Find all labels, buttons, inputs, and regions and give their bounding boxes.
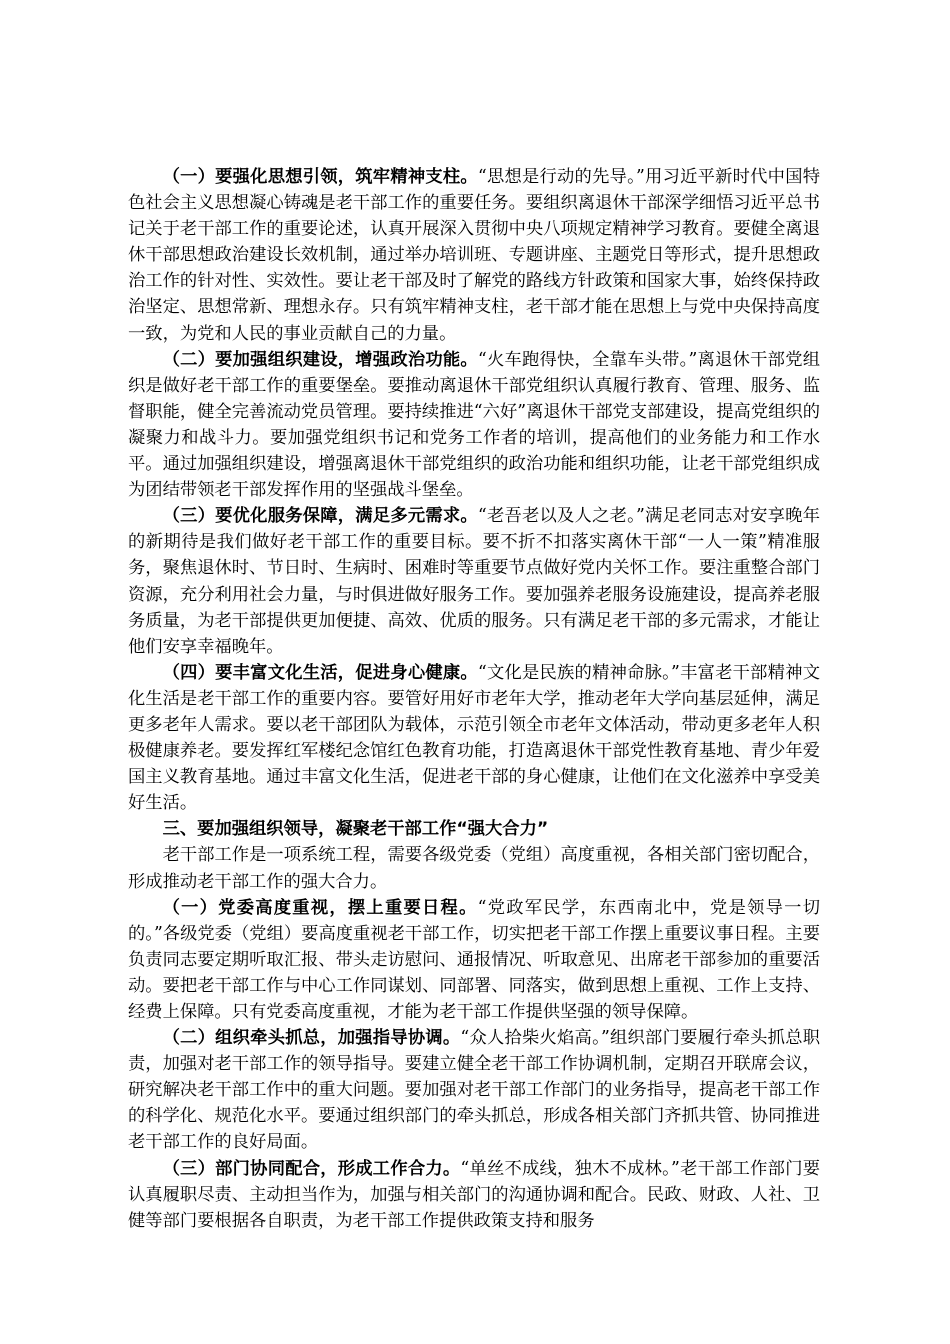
paragraph-1-1 xyxy=(128,164,820,347)
document-page xyxy=(128,164,820,1234)
paragraph-body: “思想是行动的先导。”用习近平新时代中国特色社会主义思想凝心铸魂是老干部工作的重要任务。要组织离退休干部深学细悟习近平总书记关于老干部工作的重要论述，认真开展深入贯彻中央八项规定精神学习教育。要健全离退休干部思想政治建设长效机制，通过举办培训班、专题讲座、主题党日等形式，提升思想政治工作的针对性、实效性。要让老干部及时了解党的路线方针政策和国家大事，始终保持政治坚定、思想常新、理想永存。只有筑牢精神支柱，老干部才能在思想上与党中央保持高度一致，为党和人民的事业贡献自己的力量。 xyxy=(128,167,820,344)
paragraph-body: “文化是民族的精神命脉。”丰富老干部精神文化生活是老干部工作的重要内容。要管好用好市老年大学，推动老年大学向基层延伸，满足更多老年人需求。要以老干部团队为载体，示范引领全市老年文体活动，带动更多老年人积极健康养老。要发挥红军楼纪念馆红色教育功能，打造离退休干部党性教育基地、青少年爱国主义教育基地。通过丰富文化生活，促进老干部的身心健康，让他们在文化滋养中享受美好生活。 xyxy=(128,662,820,814)
paragraph-lead: （三）部门协同配合，形成工作合力。 xyxy=(162,1158,461,1179)
paragraph-1-2 xyxy=(128,347,820,504)
paragraph-lead: （一）党委高度重视，摆上重要日程。 xyxy=(162,897,478,918)
section-heading-3: 三、要加强组织领导，凝聚老干部工作“强大合力” xyxy=(162,819,549,840)
paragraph-lead: （一）要强化思想引领，筑牢精神支柱。 xyxy=(162,167,478,187)
paragraph-1-3 xyxy=(128,503,820,660)
paragraph-3-2 xyxy=(128,1025,820,1155)
paragraph-1-4 xyxy=(128,660,820,817)
paragraph-body: “老吾老以及人之老。”满足老同志对安享晚年的新期待是我们做好老干部工作的重要目标。要不折不扣落实离休干部“一人一策”精准服务，聚焦退休时、节日时、生病时、困难时等重要节点做好党内关怀工作。要注重整合部门资源，充分利用社会力量，与时俱进做好服务工作。要加强养老服务设施建设，提高养老服务质量，为老干部提供更加便捷、高效、优质的服务。只有满足老干部的多元需求，才能让他们安享幸福晚年。 xyxy=(128,506,820,657)
paragraph-body: “单丝不成线，独木不成林。”老干部工作部门要认真履职尽责、主动担当作为，加强与相关部门的沟通协调和配合。民政、财政、人社、卫健等部门要根据各自职责，为老干部工作提供政策支持和服务 xyxy=(128,1158,820,1231)
paragraph-lead: （二）组织牵头抓总，加强指导协调。 xyxy=(162,1028,461,1049)
section-intro-paragraph: 老干部工作是一项系统工程，需要各级党委（党组）高度重视，各相关部门密切配合，形成推动老干部工作的强大合力。 xyxy=(128,845,820,892)
paragraph-body: “党政军民学，东西南北中，党是领导一切的。”各级党委（党组）要高度重视老干部工作，切实把老干部工作摆上重要议事日程。主要负责同志要定期听取汇报、带头走访慰问、通报情况、听取意见、出席老干部参加的重要活动。要把老干部工作与中心工作同谋划、同部署、同落实，做到思想上重视、工作上支持、经费上保障。只有党委高度重视，才能为老干部工作提供坚强的领导保障。 xyxy=(128,897,820,1022)
paragraph-lead: （三）要优化服务保障，满足多元需求。 xyxy=(162,506,478,527)
paragraph-3-3 xyxy=(128,1156,820,1234)
paragraph-body: “众人拾柴火焰高。”组织部门要履行牵头抓总职责，加强对老干部工作的领导指导。要建立健全老干部工作协调机制，定期召开联席会议，研究解决老干部工作中的重大问题。要加强对老干部工作部门的业务指导，提高老干部工作的科学化、规范化水平。要通过组织部门的牵头抓总，形成各相关部门齐抓共管、协同推进老干部工作的良好局面。 xyxy=(128,1028,820,1153)
paragraph-lead: （二）要加强组织建设，增强政治功能。 xyxy=(162,349,478,370)
paragraph-body: “火车跑得快，全靠车头带。”离退休干部党组织是做好老干部工作的重要堡垒。要推动离退休干部党组织认真履行教育、管理、服务、监督职能，健全完善流动党员管理。要持续推进“六好”离退休干部党支部建设，提高党组织的凝聚力和战斗力。要加强党组织书记和党务工作者的培训，提高他们的业务能力和工作水平。通过加强组织建设，增强离退休干部党组织的政治功能和组织功能，让老干部党组织成为团结带领老干部发挥作用的坚强战斗堡垒。 xyxy=(128,349,820,501)
paragraph-lead: （四）要丰富文化生活，促进身心健康。 xyxy=(162,662,478,683)
paragraph-3-1 xyxy=(128,895,820,1025)
